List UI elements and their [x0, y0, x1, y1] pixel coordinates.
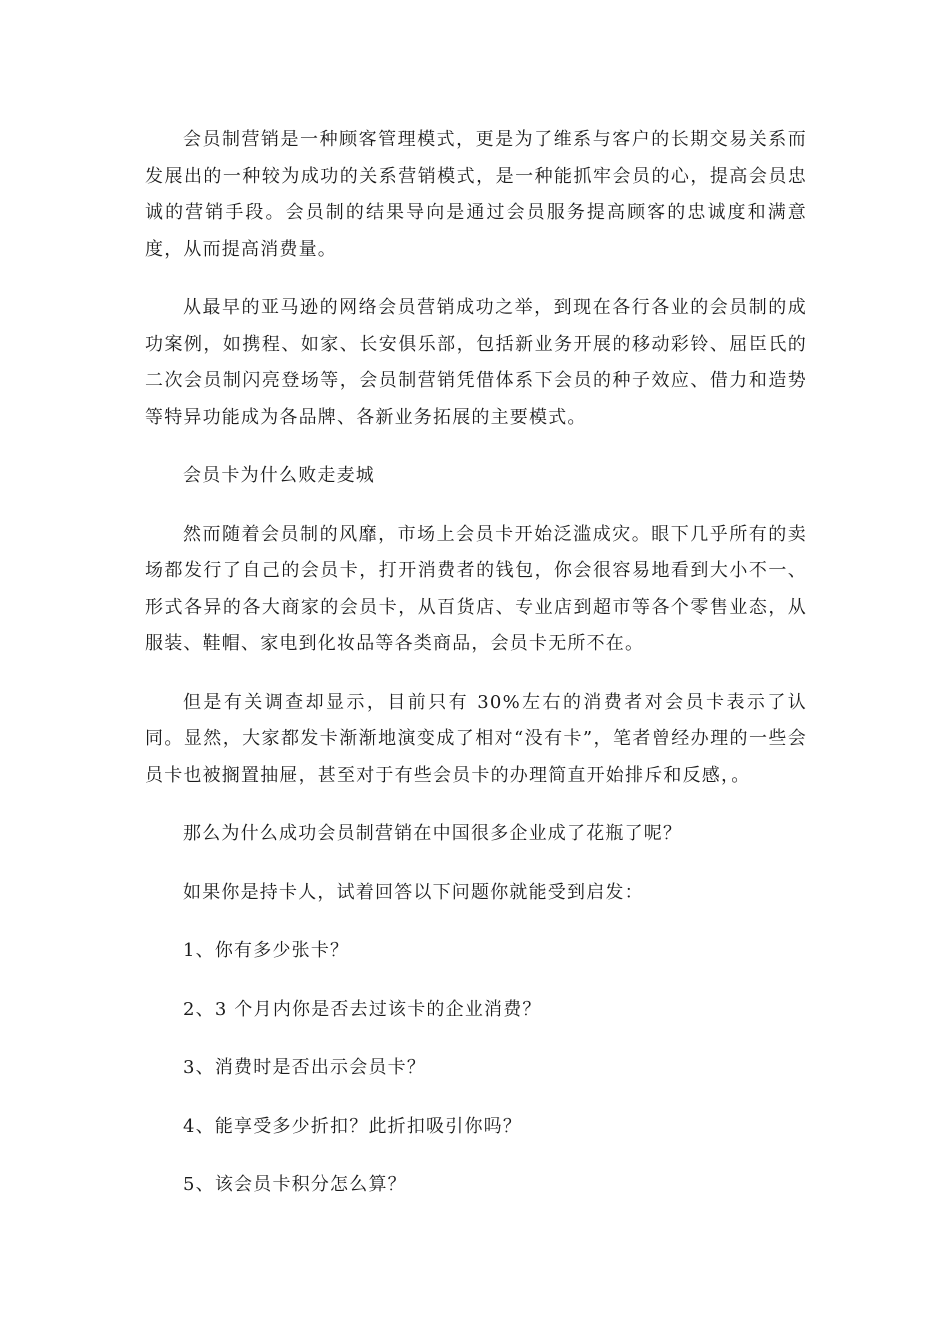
section-heading: 会员卡为什么败走麦城 [183, 465, 375, 486]
paragraph-question: 那么为什么成功会员制营销在中国很多企业成了花瓶了呢？ [183, 823, 683, 844]
list-item-1: 1、你有多少张卡？ [183, 940, 350, 961]
paragraph-survey: 但是有关调查却显示，目前只有 30%左右的消费者对会员卡表示了认同。显然，大家都发卡渐渐地演变成了相对“没有卡”，笔者曾经办理的一些会员卡也被搁置抽屉，甚至对于有些会员卡的办理简直开始排斥和反感，。 [145, 691, 807, 786]
list-item-3: 3、消费时是否出示会员卡？ [183, 1057, 427, 1078]
paragraph-prompt: 如果你是持卡人，试着回答以下问题你就能受到启发： [183, 881, 644, 903]
paragraph-membership-intro: 会员制营销是一种顾客管理模式，更是为了维系与客户的长期交易关系而发展出的一种较为成功的关系营销模式，是一种能抓牢会员的心，提高会员忠诚的营销手段。会员制的结果导向是通过会员服务提高顾客的忠诚度和满意度，从而提高消费量。 [145, 129, 807, 260]
paragraph-card-flood: 然而随着会员制的风靡，市场上会员卡开始泛滥成灾。眼下几乎所有的卖场都发行了自己的会员卡，打开消费者的钱包，你会很容易地看到大小不一、形式各异的各大商家的会员卡，从百货店、专业店到超市等各个零售业态，从服装、鞋帽、家电到化妆品等各类商品，会员卡无所不在。 [145, 523, 807, 654]
list-item-5: 5、该会员卡积分怎么算？ [183, 1174, 407, 1195]
list-item-2: 2、3 个月内你是否去过该卡的企业消费？ [183, 998, 542, 1020]
list-item-4: 4、能享受多少折扣？此折扣吸引你吗？ [183, 1115, 523, 1137]
document-page [145, 122, 807, 1204]
paragraph-success-cases: 从最早的亚马逊的网络会员营销成功之举，到现在各行各业的会员制的成功案例，如携程、如家、长安俱乐部，包括新业务开展的移动彩铃、屈臣氏的二次会员制闪亮登场等，会员制营销凭借体系下会员的种子效应、借力和造势等特异功能成为各品牌、各新业务拓展的主要模式。 [145, 297, 807, 428]
